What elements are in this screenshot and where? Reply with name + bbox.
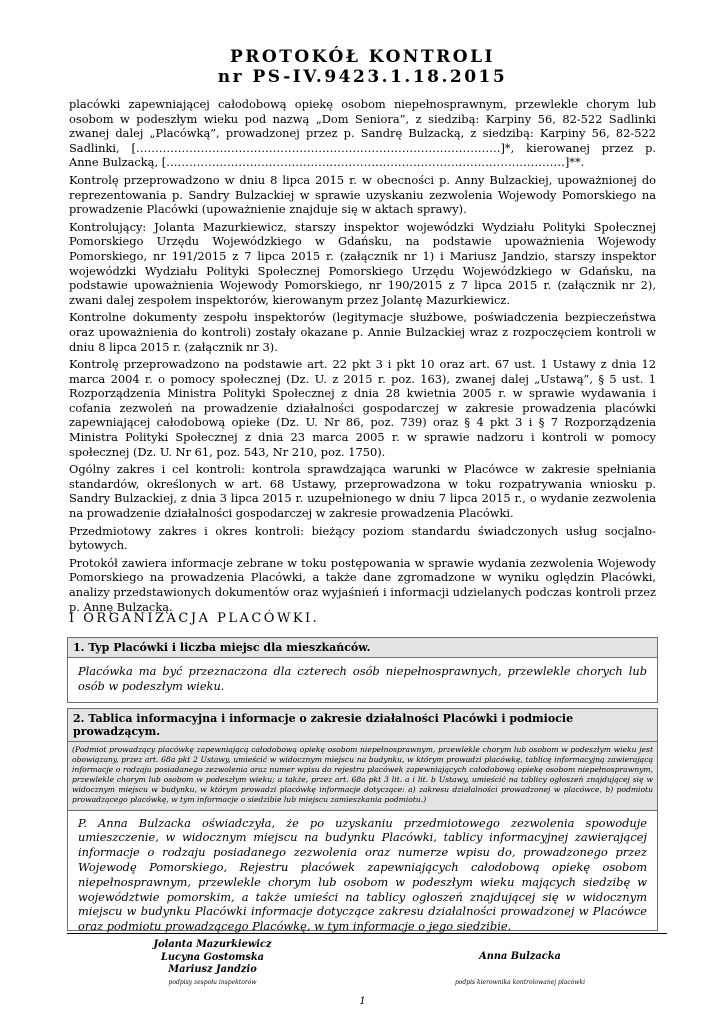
document-body <box>69 97 656 617</box>
box-heading: 2. Tablica informacyjna i informacje o zakresie działalności Placówki i podmiocie prowadzącym. <box>68 709 657 742</box>
paragraph: Kontrolę przeprowadzono na podstawie art. 22 pkt 3 i pkt 10 oraz art. 67 ust. 1 Ustawy z dnia 12 marca 2004 r. o pomocy społecznej (Dz. U. z 2015 r. poz. 163), zwanej dalej „Ustawą”, § 5 ust. 1 Rozporządzenia Ministra Polityki Społecznej z dnia 28 kwietnia 2005 r. w sprawie wydawania i cofania zezwoleń na prowadzenie działalności gospodarczej w zakresie prowadzenia placówki zapewniającej całodobową opieke (Dz. U. Nr 86, poz. 739) oraz § 4 pkt 3 i § 7 Rozporządzenia Ministra Polityki Społecznej z dnia 23 marca 2005 r. w sprawie nadzoru i kontroli w pomocy społecznej (Dz. U. Nr 61, poz. 543, Nr 210, poz. 1750). <box>69 357 656 459</box>
paragraph: Protokół zawiera informacje zebrane w toku postępowania w sprawie wydania zezwolenia Wojewody Pomorskiego na prowadzenia Placówki, a także dane zgromadzone w wyniku oględzin Placówki, analizy przedstawionych dokumentów oraz wyjaśnień i informacji udzielanych podczas kontroli przez p. Annę Bulzacką. <box>69 555 656 614</box>
manager-caption: podpis kierownika kontrolowanej placówki <box>454 979 586 986</box>
paragraph: placówki zapewniającej całodobową opiekę osobom niepełnosprawnym, przewlekle chorym lub osobom w podeszłym wieku pod nazwą „Dom Seniora”, z siedzibą: Karpiny 56, 82-522 Sadlinki zwanej dalej „Placówką”, prowadzonej przez p. Sandrę Bulzacką, z siedzibą: Karpiny 56, 82-522 Sadlinki, [……………………………………………………………………………………]*, kierowanej przez p. Anne Bulzacką, [……………………………………………………………………………………………]**. <box>69 97 656 170</box>
paragraph: Kontrolę przeprowadzono w dniu 8 lipca 2015 r. w obecności p. Anny Bulzackiej, upoważnionej do reprezentowania p. Sandry Bulzackiej w sprawie uzyskaniu zezwolenia Wojewody Pomorskiego na prowadzenie Placówki (upoważnienie znajduje się w aktach sprawy). <box>69 172 656 217</box>
footer-divider <box>67 933 667 934</box>
page-number: 1 <box>359 996 366 1007</box>
section-heading: I ORGANIZACJA PLACÓWKI. <box>69 611 320 626</box>
section-box-type <box>67 637 658 703</box>
section-box-information-board <box>67 708 658 934</box>
box-heading: 1. Typ Placówki i liczba miejsc dla mieszkańców. <box>68 638 657 658</box>
protocol-number: nr PS-IV.9423.1.18.2015 <box>217 67 508 87</box>
inspector-name: Jolanta Mazurkiewicz <box>153 939 272 950</box>
paragraph: Przedmiotowy zakres i okres kontroli: bieżący poziom standardu świadczonych usług socjalno-bytowych. <box>69 523 656 553</box>
manager-signature: Anna Bulzacka <box>479 951 561 962</box>
paragraph: Kontrolne dokumenty zespołu inspektorów (legitymacje służbowe, poświadczenia bezpieczeństwa oraz upoważnienia do kontroli) zostały okazane p. Annie Bulzackiej wraz z rozpoczęciem kontroli w dniu 8 lipca 2015 r. (załącznik nr 3). <box>69 310 656 354</box>
document-title: PROTOKÓŁ KONTROLI <box>230 47 495 67</box>
box-text: P. Anna Bulzacka oświadczyła, że po uzyskaniu przedmiotowego zezwolenia spowoduje umieszczenie, w widocznym miejscu na budynku Placówki, tablicy informacyjnej zawierającej informacje o rodzaju posiadanego zezwolenia oraz numerze wpisu do, prowadzonego przez Wojewodę Pomorskiego, Rejestru placówek zapewniających całodobową opiekę osobom niepełnosprawnym, przewlekle chorym lub osobom w podeszłym wieku mających siedzibę w województwie pomorskim, a także umieści na tablicy ogłoszeń znajdującej się w widocznym miejscu w budynku Placówki informacje dotyczące zakresu działalności prowadzonej w Placówce oraz podmiotu prowadzącego Placówkę, w tym informacje o jego siedzibie. <box>78 815 647 934</box>
inspector-name: Mariusz Jandzio <box>168 964 257 976</box>
legal-note: (Podmiot prowadzący placówkę zapewniającą całodobową opiekę osobom niepełnosprawnym, przewlekle chorym lub osobom w podeszłym wieku jest obowiązany, przez art. 68a pkt 2 Ustawy, umieścić w widocznym miejscu na budynku, w którym prowadzi placówkę, tablicę informacyjną zawierającą informacje o rodzaju posiadanego zezwolenia oraz numer wpisu do rejestru placówek zapewniających całodobową opiekę osobom niepełnosprawnym, przewlekle chorym lub osobom w podeszłym wieku; a także, przez art. 68a pkt 3 lit. a i lit. b Ustawy, umieścić na tablicy ogłoszeń znajdującej się w widocznym miejscu w budynku, w którym prowadzi placówkę informacje dotyczące: a) zakresu działalności prowadzonej w placówce, b) podmiotu prowadzącego placówkę, w tym informacje o siedzibie lub miejscu zamieszkania podmiotu.) <box>68 742 657 811</box>
inspectors-signatures <box>130 939 295 977</box>
paragraph: Ogólny zakres i cel kontroli: kontrola sprawdzająca warunki w Placówce w zakresie spełniania standardów, określonych w art. 68 Ustawy, przeprowadzona w toku rozpatrywania wniosku p. Sandry Bulzackiej, z dnia 3 lipca 2015 r. uzupełnionego w dniu 7 lipca 2015 r., o wydanie zezwolenia na prowadzenie działalności gospodarczej w zakresie prowadzenia Placówki. <box>69 462 656 521</box>
paragraph: Kontrolujący: Jolanta Mazurkiewicz, starszy inspektor wojewódzki Wydziału Polityki Społecznej Pomorskiego Urzędu Wojewódzkiego w Gdańsku, na podstawie upoważnienia Wojewody Pomorskiego, nr 191/2015 z 7 lipca 2015 r. (załącznik nr 1) i Mariusz Jandzio, starszy inspektor wojewódzki Wydziału Polityki Społecznej Pomorskiego Urzędu Wojewódzkiego w Gdańsku, na podstawie upoważnienia Wojewody Pomorskiego, nr 190/2015 z 7 lipca 2015 r. (załącznik nr 2), zwani dalej zespołem inspektorów, kierowanym przez Jolantę Mazurkiewicz. <box>69 219 656 307</box>
inspectors-caption: podpisy zespołu inspektorów <box>168 979 257 986</box>
inspector-name: Lucyna Gostomska <box>160 951 265 963</box>
box-text: Placówka ma być przeznaczona dla czterech osób niepełnosprawnych, przewlekle chorych lub osób w podeszłym wieku. <box>78 664 647 693</box>
